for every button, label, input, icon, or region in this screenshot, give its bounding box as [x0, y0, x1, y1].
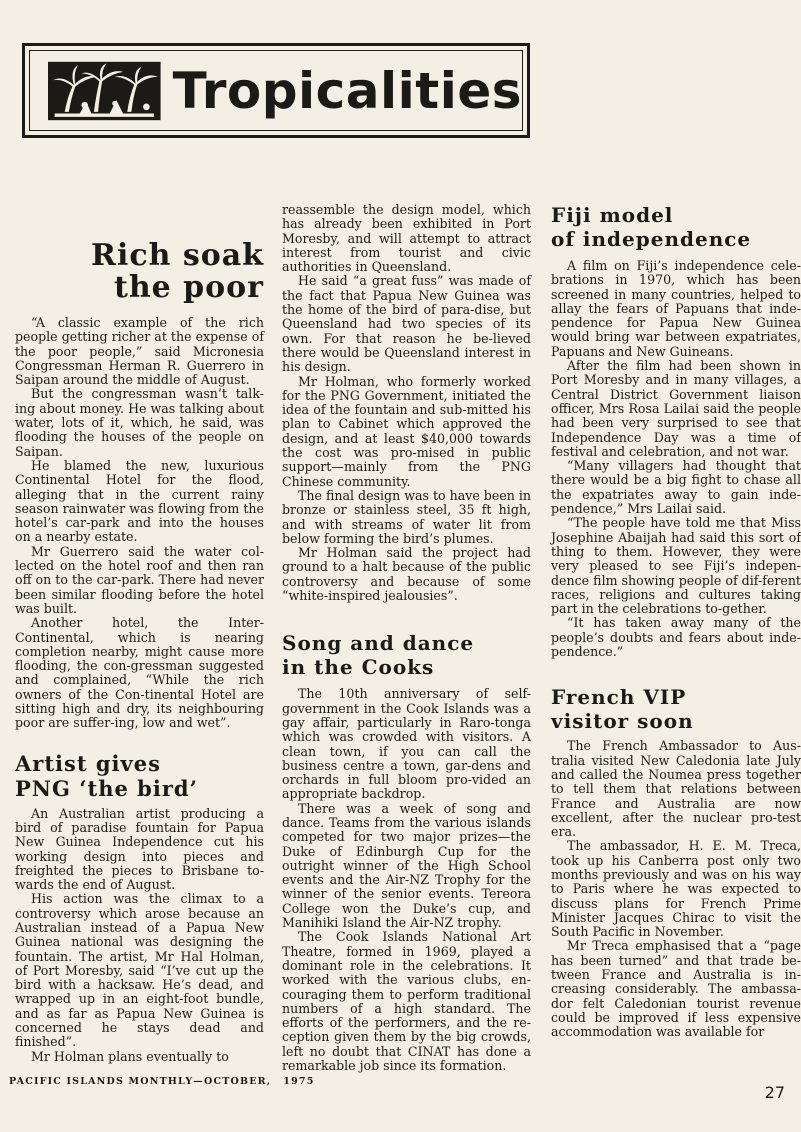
- page-number: 27: [764, 1083, 785, 1102]
- palm-trees-island-icon: [48, 56, 161, 126]
- article-artist-gives-png-the-bird: [15, 751, 264, 1064]
- paragraph: Mr Treca emphasised that a “page has been turned” and that trade be-tween France and Australia is in-creasing considerably. The ambassa-dor felt Caledonian tourist revenue could be improved if less expensive accommodation was available for: [551, 938, 801, 1040]
- publication-name: PACIFIC ISLANDS MONTHLY—OCTOBER,: [9, 1076, 272, 1087]
- paragraph: “A classic example of the rich people getting richer at the expense of the poor people,” said Micronesia Congressman Herman R. Guerrero in Saipan around the middle of August.: [15, 315, 264, 388]
- publication-year: 1975: [283, 1076, 315, 1087]
- paragraph: After the film had been shown in Port Moresby and in many villages, a Central District Government liaison officer, Mrs Rosa Lailai said the people had been very surprised to see that Independence Day was a time of festival and celebration, and not war.: [551, 358, 801, 459]
- paragraph: Mr Holman said the project had ground to a halt because of the public controversy and because of some “white-inspired jealousies”.: [282, 545, 531, 604]
- article-rich-soak-the-poor: [15, 240, 264, 731]
- masthead-title: Tropicalities: [172, 61, 522, 120]
- paragraph: Mr Holman, who formerly worked for the PNG Government, initiated the idea of the fountain and sub-mitted his plan to Cabinet which approved the design, and at least $40,000 towards the cost was pro-mised in public support—mainly from the PNG Chinese community.: [282, 373, 531, 489]
- column-1: [15, 240, 264, 1064]
- page-footer: [9, 1076, 315, 1087]
- paragraph: A film on Fiji’s independence cele-brations in 1970, which has been screened in many countries, helped to allay the fears of Papuans that inde-pendence for Papua New Guinea would bring war between expatriates, Papuans and New Guineans.: [551, 258, 801, 359]
- headline-fiji-model: Fiji model of independence: [551, 203, 752, 251]
- paragraph: The French Ambassador to Aus-tralia visited New Caledonia late July and called the Noumea press together to tell them that relations between France and Australia are now excellent, after the nuclear pro-test era.: [551, 738, 801, 840]
- headline-artist-gives: Artist gives PNG ‘the bird’: [15, 750, 198, 801]
- paragraph: reassemble the design model, which has already been exhibited in Port Moresby, and will attempt to attract interest from tourist and civic authorities in Queensland.: [282, 202, 531, 275]
- paragraph: An Australian artist producing a bird of paradise fountain for Papua New Guinea Independence cut his working design into pieces and freighted the pieces to Brisbane to-wards the end of August.: [15, 805, 264, 893]
- headline-song-and-dance: Song and dance in the Cooks: [282, 631, 475, 680]
- paragraph: The ambassador, H. E. M. Treca, took up his Canberra post only two months previously and was on his way to Paris where he was expected to discuss plans for French Prime Minister Jacques Chirac to visit the South Pacific in November.: [551, 838, 801, 940]
- paragraph: “The people have told me that Miss Josephine Abaijah had said this sort of thing to them. However, they were very pleased to see Fiji’s indepen-dence film showing people of dif-ferent races, religions and cultures taking part in the celebrations to-gether.: [551, 515, 801, 617]
- article-french-vip: [551, 685, 801, 1039]
- paragraph: His action was the climax to a controversy which arose because an Australian instead of a Papua New Guinea national was designing the fountain. The artist, Mr Hal Holman, of Port Moresby, said “I’ve cut up the bird with a hacksaw. He’s dead, and wrapped up in an eight-foot bundle, and as far as Papua New Guinea is concerned he stays dead and finished”.: [15, 891, 264, 1050]
- article-artist-continued: [282, 203, 531, 603]
- article-song-and-dance: [282, 631, 531, 1073]
- masthead: [22, 43, 530, 138]
- article-fiji-model: [551, 203, 801, 659]
- paragraph: There was a week of song and dance. Teams from the various islands competed for two major prizes—the Duke of Edinburgh Cup for the outright winner of the High School events and the Air-NZ Trophy for the winner of the senior events. Tereora College won the Duke’s cup, and Manihiki Island the Air-NZ trophy.: [282, 800, 531, 931]
- headline-rich-soak: Rich soak the poor: [91, 238, 264, 305]
- paragraph: Another hotel, the Inter-Continental, which is nearing completion nearby, might cause more flooding, the con-gressman suggested and complained, “While the rich owners of the Con-tinental Hotel are sitting high and dry, its neighbouring poor are suffer-ing, low and wet”.: [15, 615, 264, 731]
- column-3: [551, 203, 801, 1040]
- paragraph: “It has taken away many of the people’s doubts and fears about inde-pendence.”: [551, 615, 801, 660]
- paragraph: Mr Guerrero said the water col-lected on the hotel roof and then ran off on to the car-park. There had never been similar flooding before the hotel was built.: [15, 543, 264, 616]
- paragraph: The 10th anniversary of self-government in the Cook Islands was a gay affair, particularly in Raro-tonga which was crowded with visitors. A clean town, if you can call the business centre a town, gar-dens and orchards in full bloom pro-vided an appropriate backdrop.: [282, 686, 531, 802]
- headline-french-vip: French VIP visitor soon: [551, 685, 694, 734]
- paragraph: “Many villagers had thought that there would be a big fight to chase all the expatriates away to gain inde-pendence,” Mrs Lailai said.: [551, 458, 801, 517]
- paragraph: The final design was to have been in bronze or stainless steel, 35 ft high, and with streams of water lit from below forming the bird’s plumes.: [282, 487, 532, 546]
- paragraph: The Cook Islands National Art Theatre, formed in 1969, played a dominant role in the celebrations. It worked with the various clubs, en-couraging them to perform traditional numbers of a high standard. The efforts of the performers, and the re-ception given them by the big crowds, left no doubt that CINAT has done a remarkable job since its formation.: [282, 929, 531, 1074]
- column-2: [282, 203, 531, 1073]
- paragraph: He blamed the new, luxurious Continental Hotel for the flood, alleging that in the current rainy season rainwater was flowing from the hotel’s car-park and into the houses on a nearby estate.: [15, 457, 264, 545]
- paragraph: But the congressman wasn’t talk-ing about money. He was talking about water, lots of it, which, he said, was flooding the houses of the people on Saipan.: [15, 386, 265, 459]
- paragraph: Mr Holman plans eventually to: [31, 1048, 229, 1064]
- paragraph: He said “a great fuss” was made of the fact that Papua New Guinea was the home of the bird of para-dise, but Queensland had two species of its own. For that reason he be-lieved there would be Queensland interest in his design.: [282, 273, 531, 375]
